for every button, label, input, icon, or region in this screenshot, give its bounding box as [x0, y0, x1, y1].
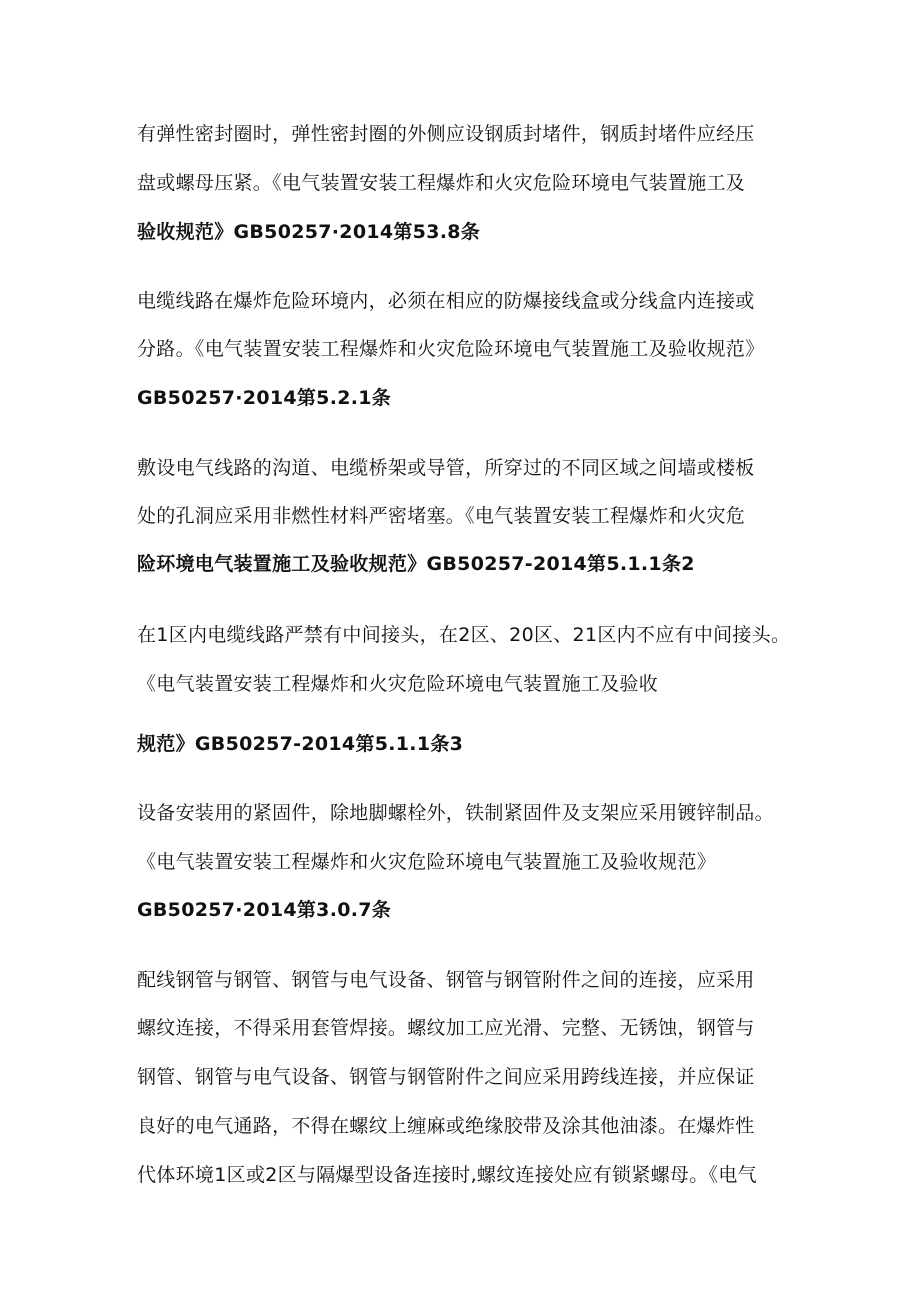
paragraph-4-line-2: 《电气装置安装工程爆炸和火灾危险环境电气装置施工及验收 — [137, 673, 659, 695]
paragraph-2-line-1: 电缆线路在爆炸危险环境内，必须在相应的防爆接线盒或分线盒内连接或 — [137, 290, 755, 312]
paragraph-5-line-1: 设备安装用的紧固件，除地脚螺栓外，铁制紧固件及支架应采用镀锌制品。 — [137, 802, 774, 824]
paragraph-4-line-3: 规范》GB50257-2014第5.1.1条3 — [137, 733, 464, 755]
paragraph-1-line-2: 盘或螺母压紧。《电气装置安装工程爆炸和火灾危险环境电气装置施工及 — [137, 172, 746, 194]
paragraph-6-line-2: 螺纹连接，不得采用套管焊接。螺纹加工应光滑、完整、无锈蚀，钢管与 — [137, 1017, 755, 1039]
paragraph-1-line-3: 验收规范》GB50257·2014第53.8条 — [137, 221, 481, 243]
paragraph-5-line-2: 《电气装置安装工程爆炸和火灾危险环境电气装置施工及验收规范》 — [137, 851, 717, 873]
paragraph-6-line-3: 钢管、钢管与电气设备、钢管与钢管附件之间应采用跨线连接，并应保证 — [137, 1066, 755, 1088]
paragraph-4-line-1: 在1区内电缆线路严禁有中间接头，在2区、20区、21区内不应有中间接头。 — [137, 624, 791, 646]
paragraph-1-line-1: 有弹性密封圈时，弹性密封圈的外侧应设钢质封堵件，钢质封堵件应经压 — [137, 123, 755, 145]
paragraph-3-line-3: 险环境电气装置施工及验收规范》GB50257-2014第5.1.1条2 — [137, 553, 695, 575]
paragraph-6-line-1: 配线钢管与钢管、钢管与电气设备、钢管与钢管附件之间的连接，应采用 — [137, 969, 755, 991]
paragraph-6-line-4: 良好的电气通路，不得在螺纹上缠麻或绝缘胶带及涂其他油漆。在爆炸性 — [137, 1115, 755, 1137]
paragraph-6-line-5: 代体环境1区或2区与隔爆型设备连接时,螺纹连接处应有锁紧螺母。《电气 — [137, 1164, 757, 1186]
paragraph-3-line-1: 敷设电气线路的沟道、电缆桥架或导管，所穿过的不同区域之间墙或楼板 — [137, 457, 755, 479]
paragraph-3-line-2: 处的孔洞应采用非燃性材料严密堵塞。《电气装置安装工程爆炸和火灾危 — [137, 505, 746, 527]
paragraph-2-line-3: GB50257·2014第5.2.1条 — [137, 387, 392, 409]
paragraph-2-line-2: 分路。《电气装置安装工程爆炸和火灾危险环境电气装置施工及验收规范》 — [137, 338, 765, 360]
paragraph-5-line-3: GB50257·2014第3.0.7条 — [137, 899, 392, 921]
